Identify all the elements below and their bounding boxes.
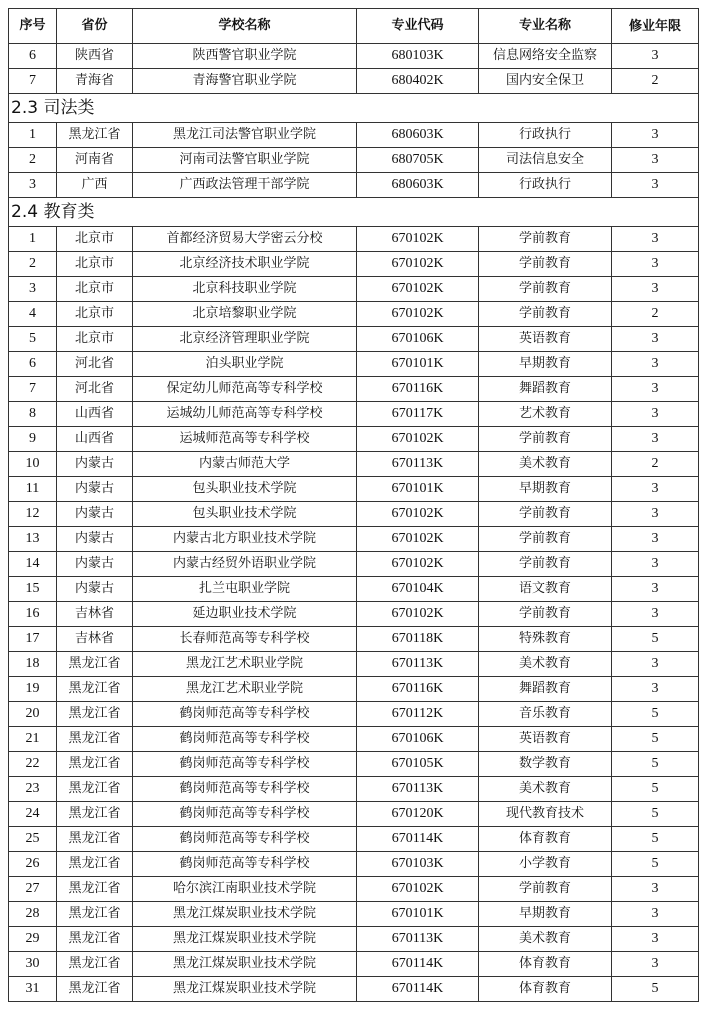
cell-province: 北京市 [57,327,133,352]
cell-years: 2 [612,69,699,94]
cell-major-code: 670103K [357,852,479,877]
cell-index: 22 [9,752,57,777]
cell-index: 10 [9,452,57,477]
table-row [9,777,699,802]
cell-years: 3 [612,927,699,952]
cell-province: 山西省 [57,427,133,452]
cell-years: 5 [612,827,699,852]
cell-index: 31 [9,977,57,1002]
cell-major-name: 音乐教育 [479,702,612,727]
table-row [9,852,699,877]
cell-years: 3 [612,427,699,452]
cell-school-name: 北京经济技术职业学院 [133,252,357,277]
cell-index: 8 [9,402,57,427]
cell-index: 1 [9,227,57,252]
cell-major-code: 670113K [357,452,479,477]
cell-school-name: 鹤岗师范高等专科学校 [133,852,357,877]
cell-major-code: 670112K [357,702,479,727]
table-row [9,727,699,752]
cell-major-name: 美术教育 [479,927,612,952]
cell-major-name: 司法信息安全 [479,148,612,173]
cell-school-name: 黑龙江煤炭职业技术学院 [133,902,357,927]
cell-years: 3 [612,677,699,702]
cell-major-code: 670118K [357,627,479,652]
cell-major-code: 670106K [357,327,479,352]
cell-index: 1 [9,123,57,148]
cell-province: 北京市 [57,277,133,302]
cell-school-name: 运城师范高等专科学校 [133,427,357,452]
cell-major-name: 学前教育 [479,552,612,577]
cell-index: 17 [9,627,57,652]
cell-major-name: 学前教育 [479,427,612,452]
cell-school-name: 运城幼儿师范高等专科学校 [133,402,357,427]
cell-years: 2 [612,452,699,477]
cell-major-name: 学前教育 [479,602,612,627]
cell-index: 23 [9,777,57,802]
cell-years: 5 [612,627,699,652]
table-row [9,227,699,252]
cell-major-name: 早期教育 [479,477,612,502]
col-header-code: 专业代码 [357,9,479,44]
cell-province: 河南省 [57,148,133,173]
cell-years: 3 [612,377,699,402]
cell-province: 河北省 [57,352,133,377]
table-row [9,302,699,327]
cell-index: 7 [9,69,57,94]
cell-major-code: 670114K [357,977,479,1002]
cell-years: 5 [612,777,699,802]
cell-years: 3 [612,602,699,627]
table-row [9,252,699,277]
cell-major-code: 670105K [357,752,479,777]
table-row [9,627,699,652]
cell-index: 28 [9,902,57,927]
table-row [9,402,699,427]
table-row [9,477,699,502]
cell-years: 3 [612,352,699,377]
cell-index: 24 [9,802,57,827]
table-row [9,527,699,552]
cell-province: 黑龙江省 [57,777,133,802]
cell-index: 3 [9,173,57,198]
table-row [9,752,699,777]
cell-province: 黑龙江省 [57,802,133,827]
cell-major-code: 670114K [357,952,479,977]
cell-major-name: 体育教育 [479,952,612,977]
table-row [9,927,699,952]
cell-major-name: 学前教育 [479,302,612,327]
cell-province: 内蒙古 [57,477,133,502]
cell-major-code: 670102K [357,502,479,527]
table-row [9,173,699,198]
cell-province: 黑龙江省 [57,827,133,852]
table-row [9,44,699,69]
cell-major-code: 670116K [357,677,479,702]
cell-school-name: 鹤岗师范高等专科学校 [133,827,357,852]
table-row [9,552,699,577]
cell-major-name: 数学教育 [479,752,612,777]
cell-province: 山西省 [57,402,133,427]
table-row [9,577,699,602]
cell-school-name: 陕西警官职业学院 [133,44,357,69]
cell-index: 4 [9,302,57,327]
cell-major-name: 行政执行 [479,123,612,148]
cell-major-name: 现代教育技术 [479,802,612,827]
cell-years: 3 [612,902,699,927]
cell-school-name: 扎兰屯职业学院 [133,577,357,602]
cell-school-name: 黑龙江艺术职业学院 [133,652,357,677]
cell-province: 内蒙古 [57,577,133,602]
table-row [9,677,699,702]
table-row [9,277,699,302]
cell-index: 18 [9,652,57,677]
cell-province: 内蒙古 [57,527,133,552]
cell-province: 黑龙江省 [57,852,133,877]
cell-index: 29 [9,927,57,952]
section-heading: 2.4 教育类 [9,198,699,227]
cell-province: 内蒙古 [57,452,133,477]
cell-years: 3 [612,327,699,352]
cell-major-name: 学前教育 [479,502,612,527]
cell-years: 3 [612,477,699,502]
cell-index: 12 [9,502,57,527]
cell-province: 黑龙江省 [57,877,133,902]
cell-school-name: 鹤岗师范高等专科学校 [133,802,357,827]
section-heading-row [9,198,699,227]
col-header-index: 序号 [9,9,57,44]
cell-major-code: 680603K [357,123,479,148]
cell-province: 内蒙古 [57,502,133,527]
table-row [9,427,699,452]
cell-index: 2 [9,148,57,173]
cell-years: 2 [612,302,699,327]
cell-index: 7 [9,377,57,402]
cell-school-name: 黑龙江司法警官职业学院 [133,123,357,148]
cell-province: 黑龙江省 [57,927,133,952]
cell-major-name: 舞蹈教育 [479,377,612,402]
table-row [9,952,699,977]
table-row [9,352,699,377]
cell-school-name: 北京培黎职业学院 [133,302,357,327]
section-heading: 2.3 司法类 [9,94,699,123]
cell-years: 3 [612,277,699,302]
cell-school-name: 鹤岗师范高等专科学校 [133,752,357,777]
cell-school-name: 泊头职业学院 [133,352,357,377]
cell-major-code: 670102K [357,302,479,327]
table-row [9,377,699,402]
cell-major-name: 语文教育 [479,577,612,602]
cell-major-code: 670102K [357,552,479,577]
cell-major-code: 670102K [357,877,479,902]
cell-major-code: 670117K [357,402,479,427]
cell-index: 15 [9,577,57,602]
cell-major-name: 体育教育 [479,827,612,852]
cell-major-code: 670120K [357,802,479,827]
table-row [9,977,699,1002]
cell-province: 黑龙江省 [57,702,133,727]
cell-major-code: 680705K [357,148,479,173]
table-body [9,44,699,1002]
cell-major-code: 670114K [357,827,479,852]
cell-years: 5 [612,977,699,1002]
cell-province: 北京市 [57,227,133,252]
col-header-province: 省份 [57,9,133,44]
cell-major-code: 670101K [357,477,479,502]
cell-province: 黑龙江省 [57,677,133,702]
table-header-row [9,9,699,44]
cell-school-name: 长春师范高等专科学校 [133,627,357,652]
cell-index: 5 [9,327,57,352]
cell-province: 河北省 [57,377,133,402]
cell-major-code: 680103K [357,44,479,69]
col-header-school: 学校名称 [133,9,357,44]
cell-index: 9 [9,427,57,452]
cell-school-name: 黑龙江煤炭职业技术学院 [133,952,357,977]
table-row [9,327,699,352]
table-row [9,602,699,627]
table-row [9,902,699,927]
table-row [9,148,699,173]
cell-major-code: 670106K [357,727,479,752]
cell-major-code: 680402K [357,69,479,94]
cell-years: 5 [612,802,699,827]
cell-years: 5 [612,852,699,877]
cell-major-code: 670102K [357,227,479,252]
cell-index: 25 [9,827,57,852]
cell-major-code: 670104K [357,577,479,602]
cell-major-name: 行政执行 [479,173,612,198]
cell-major-code: 670113K [357,652,479,677]
cell-school-name: 广西政法管理干部学院 [133,173,357,198]
cell-years: 3 [612,577,699,602]
cell-major-name: 学前教育 [479,277,612,302]
cell-school-name: 哈尔滨江南职业技术学院 [133,877,357,902]
cell-school-name: 延边职业技术学院 [133,602,357,627]
program-table [8,8,699,1002]
cell-major-name: 学前教育 [479,527,612,552]
cell-major-code: 670102K [357,277,479,302]
cell-major-name: 学前教育 [479,877,612,902]
cell-years: 5 [612,752,699,777]
cell-major-code: 670116K [357,377,479,402]
cell-years: 3 [612,252,699,277]
cell-index: 6 [9,44,57,69]
cell-school-name: 包头职业技术学院 [133,502,357,527]
cell-major-name: 英语教育 [479,327,612,352]
cell-major-code: 680603K [357,173,479,198]
cell-major-name: 早期教育 [479,352,612,377]
cell-province: 青海省 [57,69,133,94]
cell-years: 3 [612,402,699,427]
cell-school-name: 首都经济贸易大学密云分校 [133,227,357,252]
cell-years: 5 [612,727,699,752]
cell-major-name: 舞蹈教育 [479,677,612,702]
cell-major-name: 美术教育 [479,777,612,802]
cell-years: 3 [612,877,699,902]
cell-province: 黑龙江省 [57,652,133,677]
cell-years: 3 [612,148,699,173]
cell-major-code: 670102K [357,527,479,552]
cell-index: 30 [9,952,57,977]
cell-index: 20 [9,702,57,727]
cell-major-name: 小学教育 [479,852,612,877]
cell-major-code: 670102K [357,252,479,277]
cell-province: 黑龙江省 [57,727,133,752]
cell-school-name: 包头职业技术学院 [133,477,357,502]
cell-major-name: 早期教育 [479,902,612,927]
cell-province: 吉林省 [57,627,133,652]
cell-index: 3 [9,277,57,302]
cell-school-name: 黑龙江艺术职业学院 [133,677,357,702]
cell-major-code: 670113K [357,927,479,952]
cell-province: 黑龙江省 [57,977,133,1002]
cell-major-code: 670102K [357,427,479,452]
cell-major-name: 国内安全保卫 [479,69,612,94]
table-row [9,69,699,94]
cell-index: 16 [9,602,57,627]
cell-province: 黑龙江省 [57,123,133,148]
cell-years: 3 [612,652,699,677]
cell-major-name: 学前教育 [479,252,612,277]
cell-province: 陕西省 [57,44,133,69]
cell-province: 北京市 [57,302,133,327]
cell-province: 广西 [57,173,133,198]
cell-province: 北京市 [57,252,133,277]
cell-major-code: 670102K [357,602,479,627]
cell-school-name: 鹤岗师范高等专科学校 [133,702,357,727]
cell-school-name: 鹤岗师范高等专科学校 [133,777,357,802]
cell-major-name: 体育教育 [479,977,612,1002]
cell-major-name: 美术教育 [479,452,612,477]
cell-major-code: 670101K [357,902,479,927]
cell-province: 黑龙江省 [57,952,133,977]
cell-school-name: 内蒙古经贸外语职业学院 [133,552,357,577]
cell-major-code: 670113K [357,777,479,802]
cell-major-name: 特殊教育 [479,627,612,652]
cell-major-name: 美术教育 [479,652,612,677]
cell-school-name: 青海警官职业学院 [133,69,357,94]
cell-major-name: 学前教育 [479,227,612,252]
col-header-major: 专业名称 [479,9,612,44]
cell-index: 6 [9,352,57,377]
cell-province: 吉林省 [57,602,133,627]
cell-school-name: 黑龙江煤炭职业技术学院 [133,977,357,1002]
cell-years: 3 [612,44,699,69]
cell-years: 3 [612,952,699,977]
cell-major-name: 艺术教育 [479,402,612,427]
cell-index: 26 [9,852,57,877]
cell-province: 黑龙江省 [57,752,133,777]
cell-years: 3 [612,173,699,198]
cell-school-name: 保定幼儿师范高等专科学校 [133,377,357,402]
table-row [9,452,699,477]
cell-index: 2 [9,252,57,277]
cell-years: 3 [612,123,699,148]
cell-index: 19 [9,677,57,702]
cell-years: 3 [612,502,699,527]
table-row [9,827,699,852]
table-row [9,702,699,727]
cell-major-name: 信息网络安全监察 [479,44,612,69]
cell-province: 内蒙古 [57,552,133,577]
cell-school-name: 河南司法警官职业学院 [133,148,357,173]
cell-years: 5 [612,702,699,727]
cell-school-name: 黑龙江煤炭职业技术学院 [133,927,357,952]
col-header-years: 修业年限 [612,9,699,44]
table-row [9,802,699,827]
cell-years: 3 [612,552,699,577]
cell-index: 13 [9,527,57,552]
cell-index: 14 [9,552,57,577]
cell-school-name: 内蒙古师范大学 [133,452,357,477]
section-heading-row [9,94,699,123]
table-row [9,877,699,902]
cell-school-name: 北京科技职业学院 [133,277,357,302]
cell-school-name: 北京经济管理职业学院 [133,327,357,352]
table-row [9,123,699,148]
table-row [9,502,699,527]
cell-index: 21 [9,727,57,752]
cell-province: 黑龙江省 [57,902,133,927]
cell-school-name: 鹤岗师范高等专科学校 [133,727,357,752]
table-row [9,652,699,677]
cell-years: 3 [612,527,699,552]
cell-major-code: 670101K [357,352,479,377]
cell-index: 27 [9,877,57,902]
cell-major-name: 英语教育 [479,727,612,752]
cell-years: 3 [612,227,699,252]
cell-school-name: 内蒙古北方职业技术学院 [133,527,357,552]
cell-index: 11 [9,477,57,502]
